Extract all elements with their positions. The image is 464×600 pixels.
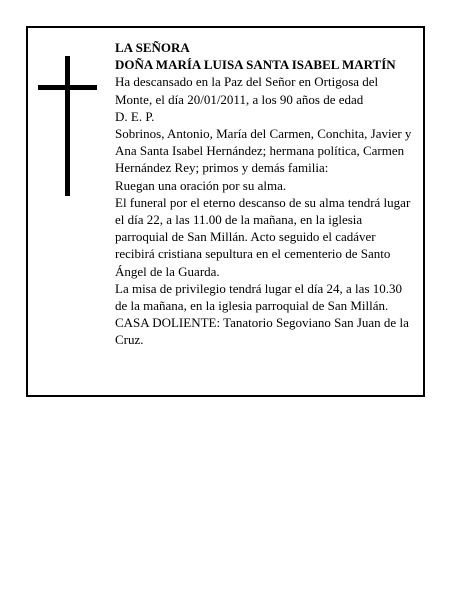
obituary-text (115, 39, 415, 349)
heading: LA SEÑORA (115, 40, 190, 55)
deceased-name: DOÑA MARÍA LUISA SANTA ISABEL MARTÍN (115, 57, 396, 73)
mass-details: La misa de privilegio tendrá lugar el día 24, a las 10.30 de la mañana, en la iglesia parroquial de San Millán. (115, 280, 402, 314)
death-statement: Ha descansado en la Paz del Señor en Ortigosa del Monte, el día 20/01/2011, a los 90 años de edad (115, 74, 379, 107)
cross-vertical-bar (65, 56, 70, 196)
rip-line: D. E. P. (115, 108, 155, 124)
mourning-house: CASA DOLIENTE: Tanatorio Segoviano San Juan de la Cruz. (115, 315, 409, 348)
family-list: Sobrinos, Antonio, María del Carmen, Conchita, Javier y Ana Santa Isabel Hernández; hermana política, Carmen Hernández Rey; primos y demás familia: (115, 126, 412, 176)
funeral-details: El funeral por el eterno descanso de su alma tendrá lugar el día 22, a las 11.00 de la mañana, en la iglesia parroquial de San Millán. Acto seguido el cadáver recibirá cristiana sepultura en el cementerio de Santo Ángel de la Guarda. (115, 194, 411, 279)
cross-horizontal-bar (38, 85, 97, 90)
prayer-request: Ruegan una oración por su alma. (115, 177, 287, 193)
